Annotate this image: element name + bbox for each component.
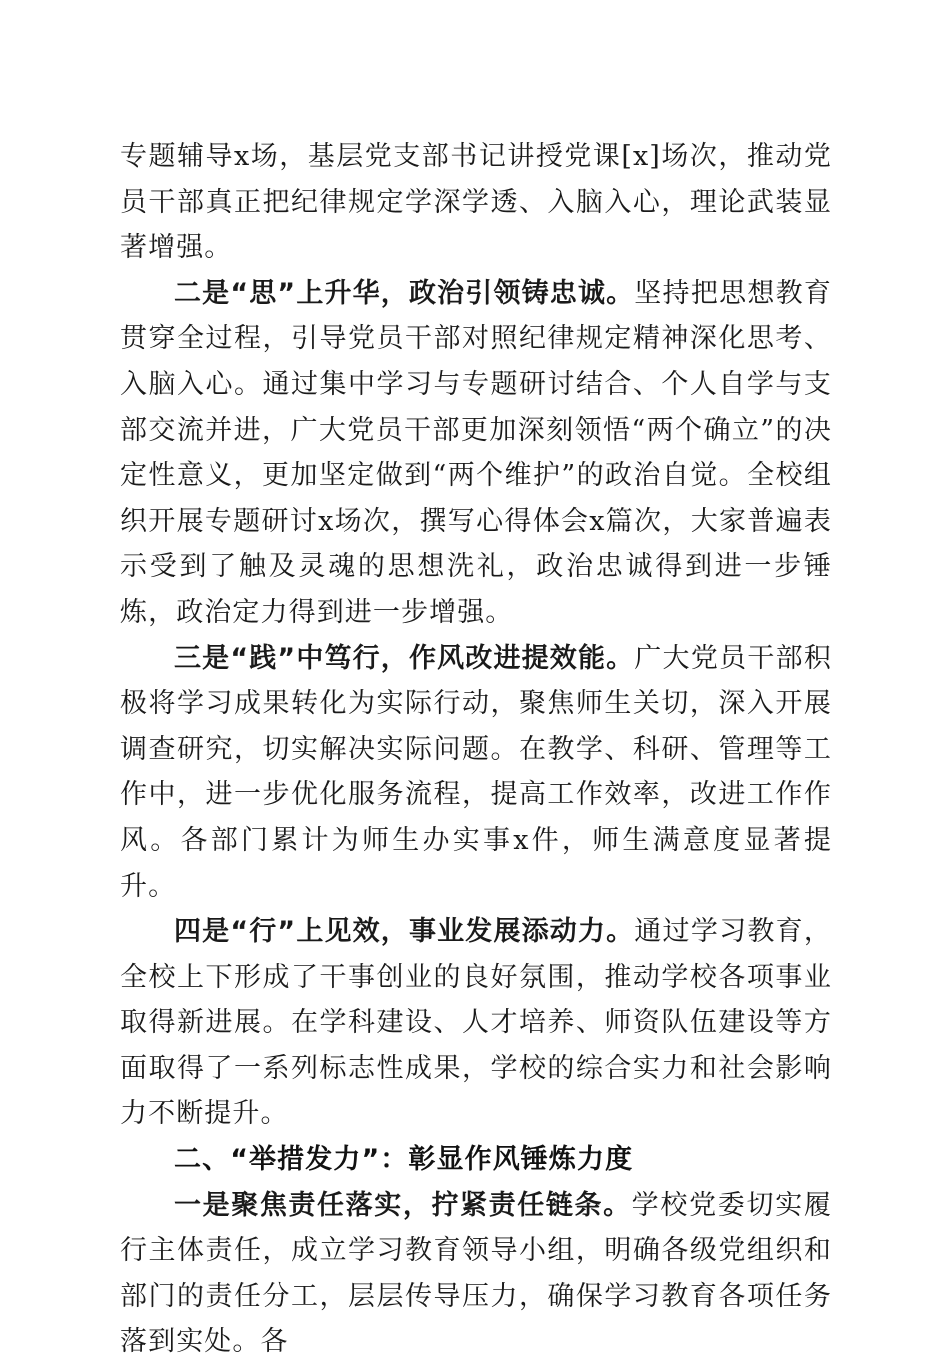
paragraph-text: 通过学习教育，全校上下形成了干事创业的良好氛围，推动学校各项事业取得新进展。在学科建设、人才培养、师资队伍建设等方面取得了一系列标志性成果，学校的综合实力和社会影响力不断提升。: [120, 916, 832, 1130]
paragraph-lead: 二是“思”上升华，政治引领铸忠诚。: [174, 277, 635, 309]
paragraph-text: 坚持把思想教育贯穿全过程，引导党员干部对照纪律规定精神深化思考、入脑入心。通过集中学习与专题研讨结合、个人自学与支部交流并进，广大党员干部更加深刻领悟“两个确立”的决定性意义，更加坚定做到“两个维护”的政治自觉。全校组织开展专题研讨x场次，撰写心得体会x篇次，大家普遍表示受到了触及灵魂的思想洗礼，政治忠诚得到进一步锤炼，政治定力得到进一步增强。: [120, 277, 832, 628]
document-body: [120, 134, 832, 1365]
paragraph-text: 学校党委切实履行主体责任，成立学习教育领导小组，明确各级党组织和部门的责任分工，层层传导压力，确保学习教育各项任务落到实处。各: [120, 1189, 832, 1358]
section-heading: 二、“举措发力”：彰显作风锤炼力度: [174, 1144, 634, 1176]
paragraph-jian: [120, 636, 832, 910]
paragraph-responsibility: [120, 1183, 832, 1365]
paragraph-lead: 一是聚焦责任落实，拧紧责任链条。: [174, 1189, 632, 1221]
paragraph-text: 广大党员干部积极将学习成果转化为实际行动，聚焦师生关切，深入开展调查研究，切实解决实际问题。在教学、科研、管理等工作中，进一步优化服务流程，提高工作效率，改进工作作风。各部门累计为师生办实事x件，师生满意度显著提升。: [120, 642, 832, 902]
paragraph-continuation: [120, 134, 832, 271]
paragraph-si: [120, 271, 832, 636]
paragraph-lead: 三是“践”中笃行，作风改进提效能。: [174, 642, 635, 674]
paragraph-lead: 四是“行”上见效，事业发展添动力。: [174, 916, 635, 948]
paragraph-text: 专题辅导x场，基层党支部书记讲授党课[x]场次，推动党员干部真正把纪律规定学深学透、入脑入心，理论武装显著增强。: [120, 141, 832, 264]
paragraph-xing: [120, 909, 832, 1137]
